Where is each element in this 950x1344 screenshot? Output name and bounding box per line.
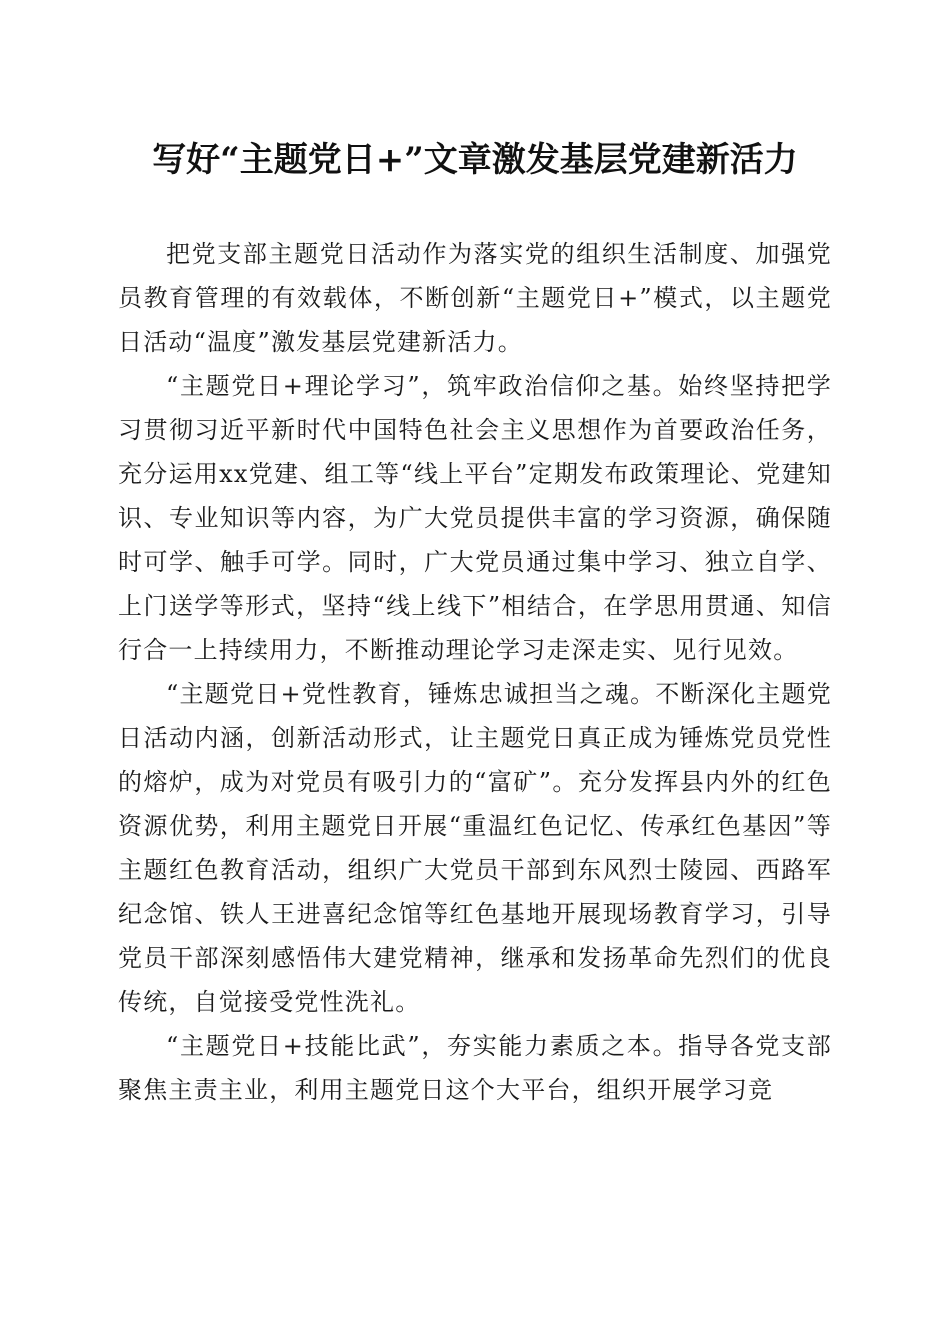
- document-title: 写好“主题党日+”文章激发基层党建新活力: [152, 140, 798, 180]
- paragraph-intro: 把党支部主题党日活动作为落实党的组织生活制度、加强党员教育管理的有效载体，不断创新“主题党日+”模式，以主题党日活动“温度”激发基层党建新活力。: [118, 240, 832, 356]
- paragraph-skills-competition: “主题党日+技能比武”，夯实能力素质之本。指导各党支部聚焦主责主业，利用主题党日这个大平台，组织开展学习竞: [118, 1032, 832, 1104]
- paragraph-party-education: “主题党日+党性教育，锤炼忠诚担当之魂。不断深化主题党日活动内涵，创新活动形式，让主题党日真正成为锤炼党员党性的熔炉，成为对党员有吸引力的“富矿”。充分发挥县内外的红色资源优势，利用主题党日开展“重温红色记忆、传承红色基因”等主题红色教育活动，组织广大党员干部到东风烈士陵园、西路军纪念馆、铁人王进喜纪念馆等红色基地开展现场教育学习，引导党员干部深刻感悟伟大建党精神，继承和发扬革命先烈们的优良传统，自觉接受党性洗礼。: [118, 680, 832, 1016]
- document-body: [118, 232, 832, 1112]
- paragraph-theory-study: “主题党日+理论学习”，筑牢政治信仰之基。始终坚持把学习贯彻习近平新时代中国特色社会主义思想作为首要政治任务，充分运用xx党建、组工等“线上平台”定期发布政策理论、党建知识、专业知识等内容，为广大党员提供丰富的学习资源，确保随时可学、触手可学。同时，广大党员通过集中学习、独立自学、上门送学等形式，坚持“线上线下”相结合，在学思用贯通、知信行合一上持续用力，不断推动理论学习走深走实、见行见效。: [118, 372, 832, 664]
